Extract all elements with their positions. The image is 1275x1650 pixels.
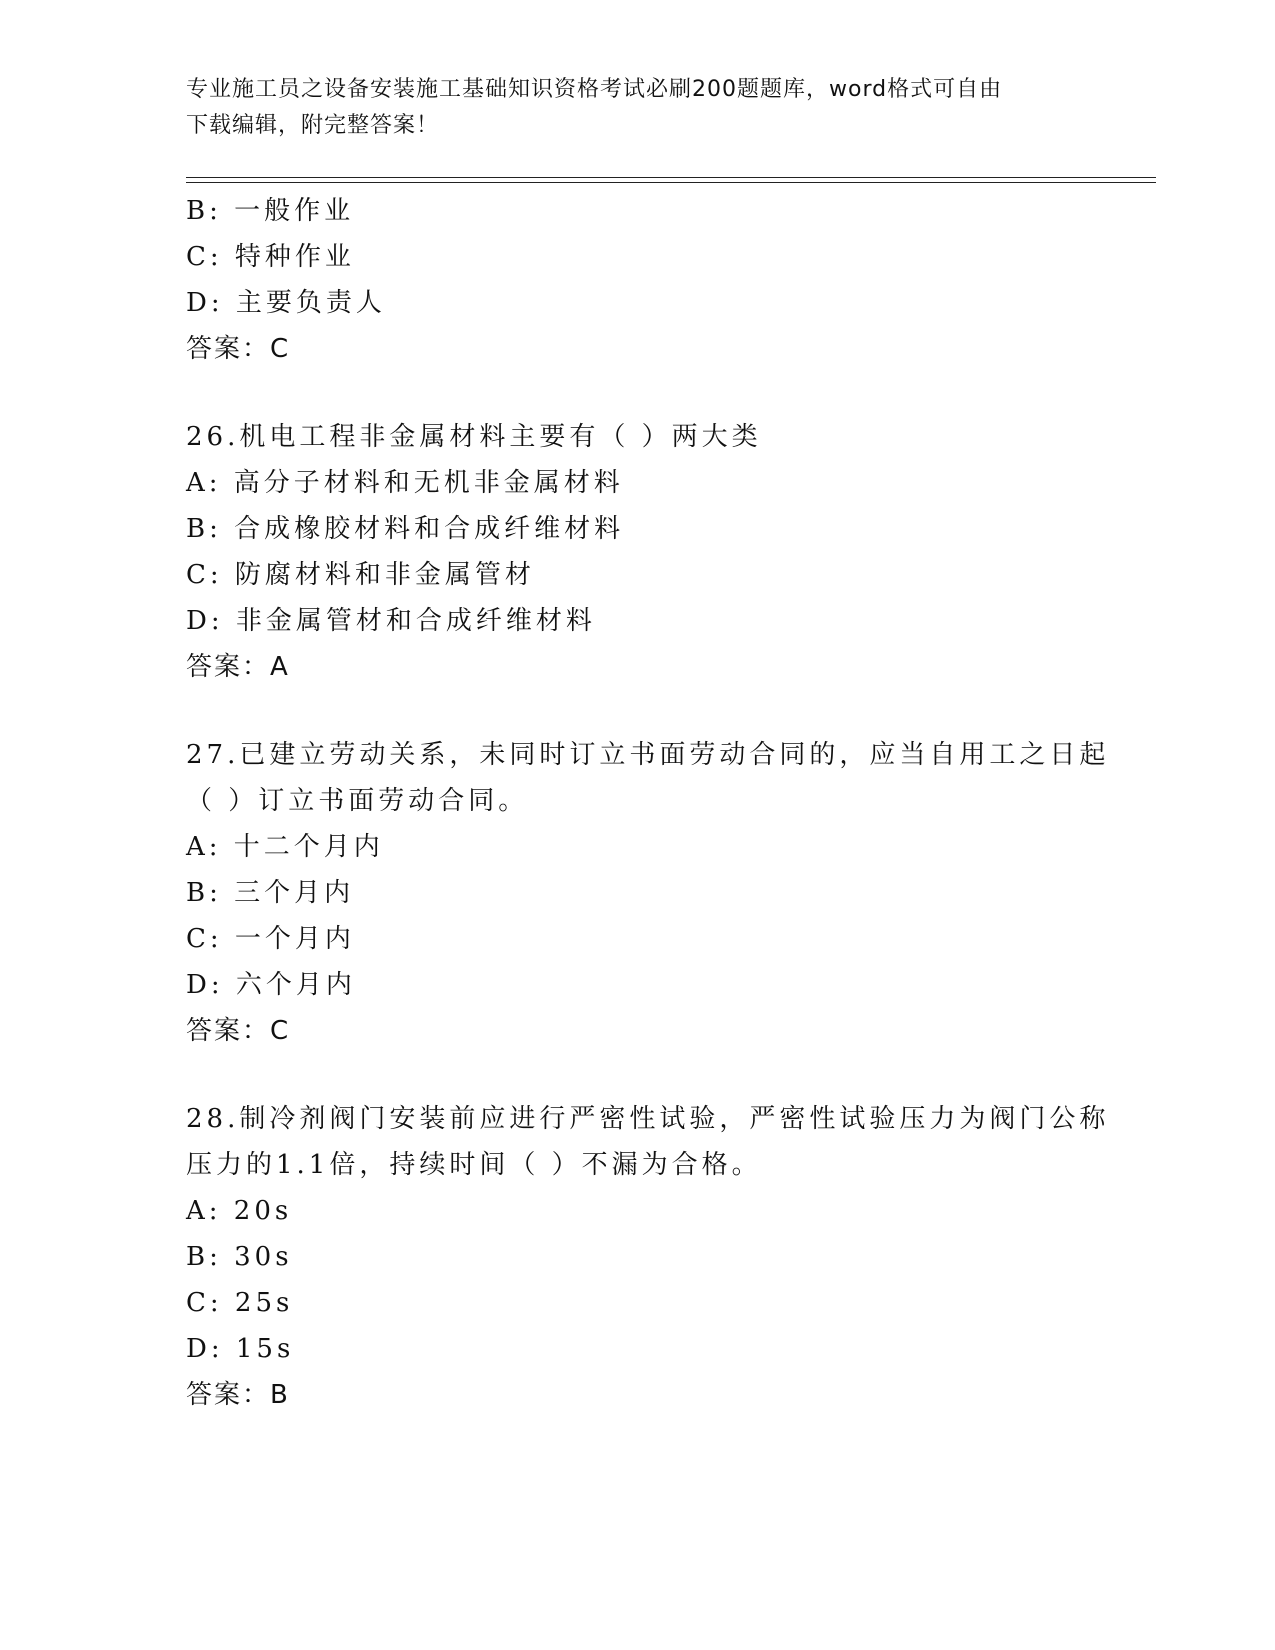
document-header xyxy=(186,72,1086,144)
option-c: C: 一个月内 xyxy=(186,924,355,954)
option-b: B: 一般作业 xyxy=(186,196,355,226)
option-a: A: 十二个月内 xyxy=(186,832,384,862)
option-a: A: 20s xyxy=(186,1196,293,1226)
option-d: D: 六个月内 xyxy=(186,970,356,1000)
option-a: A: 高分子材料和无机非金属材料 xyxy=(186,468,624,498)
header-line-1: 专业施工员之设备安装施工基础知识资格考试必刷200题题库，word格式可自由 xyxy=(186,77,1003,102)
header-line-2: 下载编辑，附完整答案！ xyxy=(186,113,440,138)
option-b: B: 30s xyxy=(186,1242,293,1272)
option-d: D: 非金属管材和合成纤维材料 xyxy=(186,606,596,636)
option-d: D: 主要负责人 xyxy=(186,288,386,318)
header-rule-top xyxy=(186,177,1156,178)
answer: 答案：A xyxy=(186,652,290,682)
question-stem: 27.已建立劳动关系，未同时订立书面劳动合同的，应当自用工之日起 xyxy=(186,740,1110,770)
option-c: C: 25s xyxy=(186,1288,294,1318)
option-c: C: 防腐材料和非金属管材 xyxy=(186,560,535,590)
answer: 答案：B xyxy=(186,1380,290,1410)
option-b: B: 合成橡胶材料和合成纤维材料 xyxy=(186,514,625,544)
question-stem-continued: 压力的1.1倍，持续时间（ ）不漏为合格。 xyxy=(186,1150,762,1180)
header-rule-bottom xyxy=(186,182,1156,183)
option-b: B: 三个月内 xyxy=(186,878,355,908)
question-stem: 28.制冷剂阀门安装前应进行严密性试验，严密性试验压力为阀门公称 xyxy=(186,1104,1110,1134)
question-list xyxy=(186,188,1110,1418)
option-c: C: 特种作业 xyxy=(186,242,355,272)
question-27 xyxy=(186,732,1110,1054)
question-25-partial xyxy=(186,188,1086,372)
option-d: D: 15s xyxy=(186,1334,295,1364)
answer: 答案：C xyxy=(186,334,291,364)
question-28 xyxy=(186,1096,1110,1418)
question-stem-continued: （ ）订立书面劳动合同。 xyxy=(186,786,529,816)
answer: 答案：C xyxy=(186,1016,291,1046)
question-26 xyxy=(186,414,1086,690)
question-stem: 26.机电工程非金属材料主要有（ ）两大类 xyxy=(186,422,762,452)
